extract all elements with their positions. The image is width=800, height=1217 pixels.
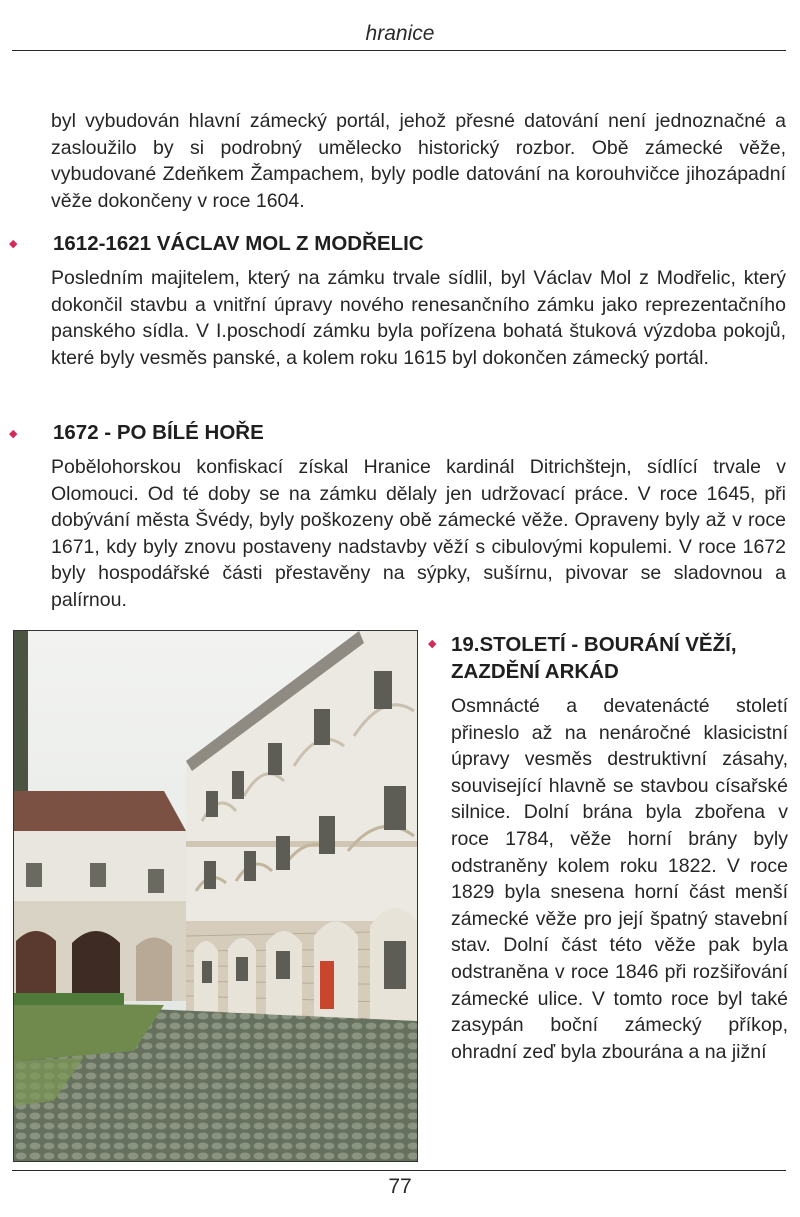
section-paragraph-19-stoleti: Osmnácté a devatenácté století přineslo až na nenáročné klasicistní úpravy vesměs destruktivní zásahy, související hlavně se stavbou císařské silnice. Dolní brána byla zbořena v roce 1784, věže horní brány byly odstraněny kolem roku 1822. V roce 1829 byla snesena horní část menší zámecké věže pro její špatný stavební stav. Dolní část této věže pak byla odstraněna v roce 1846 při rozšiřování zámecké ulice. V tomto roce byl také zasypán boční zámecký příkop, ohradní zeď byla zbourána a na jižní (451, 695, 788, 1063)
section-bullet-icon: ◆ (428, 638, 437, 650)
running-header: hranice (365, 22, 435, 45)
castle-courtyard-photo (13, 630, 418, 1162)
footer-rule (12, 1170, 786, 1171)
intro-paragraph: byl vybudován hlavní zámecký portál, jehož přesné datování není jednoznačné a zasloužilo by si podrobný umělecko historický rozbor. Obě zámecké věže, vybudované Zdeňkem Žampachem, byly podle datování na korouhvičce jihozápadní věže dokončeny v roce 1604. (51, 110, 786, 212)
section-bullet-icon: ◆ (9, 428, 18, 440)
header-rule (12, 50, 786, 51)
section-paragraph-1612: Posledním majitelem, který na zámku trvale sídlil, byl Václav Mol z Modřelic, který dokončil stavbu a vnitřní úpravy nového renesančního zámku jako reprezentačního panského sídla. V I.poschodí zámku byla pořízena bohatá štuková výzdoba pokojů, které byly vesměs panské, a kolem roku 1615 byl dokončen zámecký portál. (51, 267, 786, 369)
section-bullet-icon: ◆ (9, 238, 18, 250)
section-heading-19-stoleti: 19.STOLETÍ - BOURÁNÍ VĚŽÍ, ZAZDĚNÍ ARKÁD (451, 633, 737, 683)
section-paragraph-1672: Pobělohorskou konfiskací získal Hranice kardinál Ditrichštejn, sídlící trvale v Olomouci. Od té doby se na zámku dělaly jen udržovací práce. V roce 1645, při dobývání města Švédy, byly poškozeny obě zámecké věže. Opraveny byly až v roce 1671, kdy byly znovu postaveny nadstavby věží s cibulovými kopulemi. V roce 1672 byly hospodářské části přestavěny na sýpky, sušírnu, pivovar se sladovnou a palírnou. (51, 456, 786, 611)
section-heading-1612: 1612-1621 VÁCLAV MOL Z MODŘELIC (53, 232, 424, 255)
page-number: 77 (388, 1175, 412, 1198)
section-heading-1672: 1672 - PO BÍLÉ HOŘE (53, 421, 264, 444)
